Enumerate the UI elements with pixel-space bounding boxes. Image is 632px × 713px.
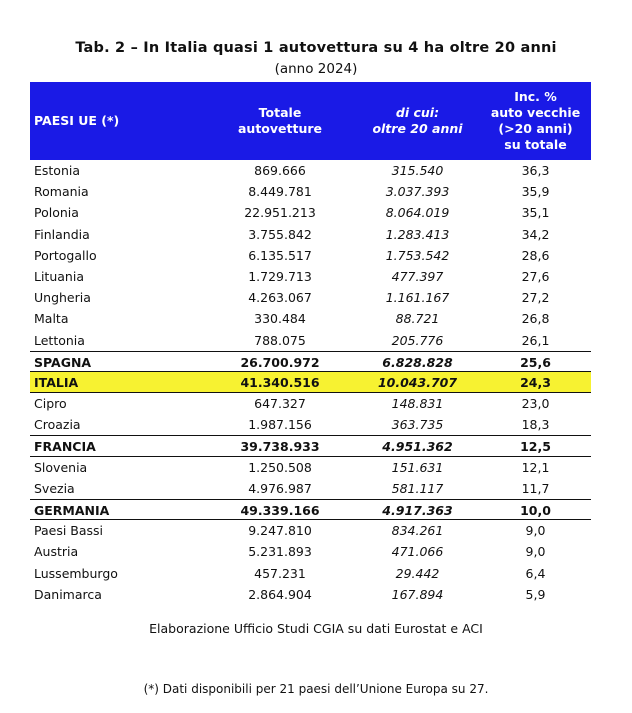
cell-total: 1.729.713 <box>248 268 312 284</box>
cell-old: 315.540 <box>391 163 444 178</box>
cell-country: ITALIA <box>34 374 79 390</box>
cell-country: Croazia <box>34 417 81 433</box>
cell-pct: 18,3 <box>521 417 550 433</box>
cell-total: 49.339.166 <box>240 503 320 518</box>
table-row <box>30 224 591 245</box>
cell-total: 457.231 <box>254 565 306 581</box>
footnote: (*) Dati disponibili per 21 paesi dell’Unione Europa su 27. <box>143 682 489 696</box>
cell-old: 834.261 <box>391 523 444 539</box>
table-row <box>30 245 591 266</box>
cell-country: Polonia <box>34 205 79 221</box>
cell-total: 2.864.904 <box>248 586 312 602</box>
cell-total: 41.340.516 <box>240 374 320 390</box>
table-row <box>30 393 591 414</box>
cell-old: 6.828.828 <box>382 354 453 370</box>
cell-total: 1.987.156 <box>248 417 312 433</box>
cell-total: 330.484 <box>254 311 306 327</box>
cell-country: Paesi Bassi <box>34 523 104 539</box>
cell-country: Malta <box>34 311 69 327</box>
cell-total: 869.666 <box>254 163 306 178</box>
cell-pct: 12,1 <box>521 459 550 475</box>
cell-country: Estonia <box>34 163 81 178</box>
cell-total: 647.327 <box>254 396 306 412</box>
source-note: Elaborazione Ufficio Studi CGIA su dati Eurostat e ACI <box>149 621 483 636</box>
table-row <box>30 457 591 478</box>
table-row <box>30 499 591 520</box>
cell-country: Portogallo <box>34 247 97 263</box>
cell-total: 4.976.987 <box>248 480 312 496</box>
cell-old: 363.735 <box>391 417 444 433</box>
cell-country: Slovenia <box>34 459 88 475</box>
header-total: Totale autovetture <box>237 105 322 136</box>
cell-pct: 11,7 <box>521 480 550 496</box>
cell-old: 167.894 <box>391 586 444 602</box>
cell-total: 8.449.781 <box>248 184 312 200</box>
cell-pct: 12,5 <box>520 439 551 455</box>
table-row <box>30 563 591 584</box>
cell-old: 205.776 <box>391 332 444 348</box>
cell-old: 3.037.393 <box>385 184 450 200</box>
cell-country: FRANCIA <box>34 439 96 455</box>
table-title: Tab. 2 – In Italia quasi 1 autovettura su 4 ha oltre 20 anni <box>75 40 557 56</box>
cell-country: Romania <box>34 184 89 200</box>
cell-old: 471.066 <box>391 544 444 560</box>
cell-total: 6.135.517 <box>248 247 312 263</box>
table-body <box>30 160 591 605</box>
cell-pct: 9,0 <box>525 544 546 560</box>
cell-old: 29.442 <box>395 565 440 581</box>
cell-country: Cipro <box>34 396 67 412</box>
header-country: PAESI UE (*) <box>34 113 120 128</box>
cell-pct: 26,1 <box>521 332 550 348</box>
cell-pct: 35,9 <box>521 184 550 200</box>
table-row <box>30 541 591 562</box>
table-row <box>30 181 591 202</box>
data-table <box>30 82 591 605</box>
cell-total: 1.250.508 <box>248 459 312 475</box>
cell-pct: 35,1 <box>521 205 550 221</box>
cell-old: 477.397 <box>391 268 444 284</box>
table-subtitle: (anno 2024) <box>274 61 358 77</box>
table-row <box>30 351 591 372</box>
cell-country: Lituania <box>34 268 84 284</box>
cell-total: 9.247.810 <box>248 523 312 539</box>
cell-pct: 6,4 <box>525 565 546 581</box>
cell-pct: 23,0 <box>521 396 550 412</box>
cell-old: 151.631 <box>391 459 444 475</box>
cell-country: SPAGNA <box>34 354 92 370</box>
cell-old: 4.917.363 <box>382 503 453 518</box>
cell-pct: 9,0 <box>525 523 546 539</box>
cell-old: 4.951.362 <box>382 439 453 455</box>
cell-pct: 24,3 <box>520 374 551 390</box>
table-row <box>30 520 591 541</box>
header-old: di cui: oltre 20 anni <box>372 105 463 136</box>
cell-total: 26.700.972 <box>240 354 320 370</box>
cell-old: 88.721 <box>395 311 440 327</box>
cell-pct: 27,6 <box>521 268 550 284</box>
table-header <box>30 82 591 160</box>
cell-pct: 28,6 <box>521 247 550 263</box>
table-row <box>30 435 591 456</box>
cell-country: Austria <box>34 544 79 560</box>
table-row <box>30 266 591 287</box>
cell-country: Ungheria <box>34 290 91 306</box>
cell-country: GERMANIA <box>34 503 110 518</box>
cell-total: 39.738.933 <box>240 439 320 455</box>
table-row <box>30 202 591 223</box>
cell-country: Lussemburgo <box>34 565 118 581</box>
cell-pct: 5,9 <box>525 586 546 602</box>
cell-old: 581.117 <box>391 480 444 496</box>
cell-old: 10.043.707 <box>377 374 458 390</box>
cell-country: Lettonia <box>34 332 85 348</box>
table-row <box>30 414 591 435</box>
cell-pct: 26,8 <box>521 311 550 327</box>
cell-old: 1.283.413 <box>385 226 450 242</box>
cell-total: 3.755.842 <box>248 226 312 242</box>
table-row <box>30 308 591 329</box>
cell-country: Danimarca <box>34 586 102 602</box>
cell-pct: 27,2 <box>521 290 550 306</box>
cell-country: Svezia <box>34 480 75 496</box>
table-row <box>30 372 591 393</box>
table-row <box>30 160 591 181</box>
cell-old: 1.161.167 <box>385 290 450 306</box>
table-row <box>30 584 591 605</box>
cell-total: 22.951.213 <box>244 205 316 221</box>
table-row <box>30 478 591 499</box>
table-row <box>30 330 591 351</box>
cell-pct: 36,3 <box>521 163 550 178</box>
cell-pct: 34,2 <box>521 226 550 242</box>
table-row <box>30 287 591 308</box>
cell-total: 788.075 <box>254 332 306 348</box>
cell-pct: 10,0 <box>520 503 551 518</box>
cell-old: 148.831 <box>391 396 444 412</box>
cell-total: 5.231.893 <box>248 544 312 560</box>
cell-pct: 25,6 <box>520 354 551 370</box>
cell-old: 8.064.019 <box>385 205 450 221</box>
cell-total: 4.263.067 <box>248 290 312 306</box>
cell-country: Finlandia <box>34 226 90 242</box>
cell-old: 1.753.542 <box>385 247 450 263</box>
header-pct: Inc. % auto vecchie (>20 anni) su totale <box>490 89 581 152</box>
